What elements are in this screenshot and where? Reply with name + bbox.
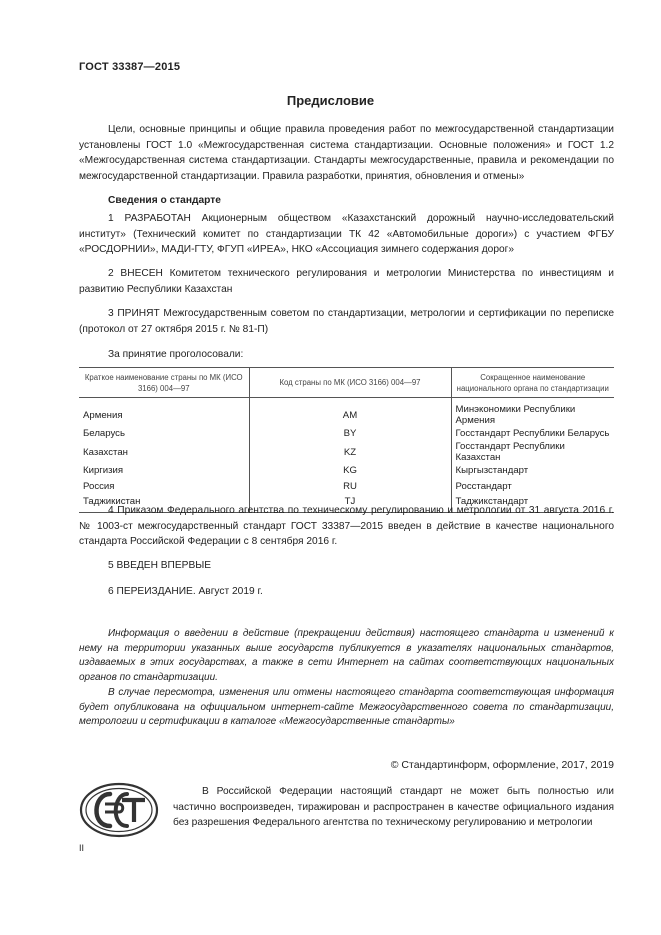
code-cell: TJ bbox=[249, 494, 451, 513]
table-row bbox=[79, 463, 614, 478]
code-cell: KG bbox=[249, 463, 451, 478]
code-cell: BY bbox=[249, 426, 451, 441]
column-header-code: Код страны по МК (ИСО 3166) 004—97 bbox=[249, 368, 451, 398]
table-header-row bbox=[79, 368, 614, 398]
body-cell: Госстандарт Республики Казахстан bbox=[451, 441, 614, 463]
body-cell: Госстандарт Республики Беларусь bbox=[451, 426, 614, 441]
voting-table bbox=[79, 367, 614, 513]
page-title: Предисловие bbox=[286, 93, 375, 108]
about-standard-heading: Сведения о стандарте bbox=[108, 195, 221, 206]
table-row bbox=[79, 441, 614, 463]
item-introduced: 2 ВНЕСЕН Комитетом технического регулирования и метрологии Министерства по инвестициям и развитию Республики Казахстан bbox=[79, 268, 614, 295]
info-paragraph-1: Информация о введении в действие (прекращении действия) настоящего стандарта и изменений к нему на территории указанных выше государств публикуется в указателях национальных стандартов, издаваемых в этих государствах, а также в сети Интернет на сайтах соответствующих национальных органов по стандартизации. bbox=[79, 628, 614, 683]
column-header-country: Краткое наименование страны по МК (ИСО 3166) 004—97 bbox=[79, 368, 249, 398]
rst-certification-mark-icon bbox=[79, 782, 159, 843]
table-row bbox=[79, 479, 614, 494]
body-cell: Минэкономики Республики Армения bbox=[451, 398, 614, 427]
item-reissue: 6 ПЕРЕИЗДАНИЕ. Август 2019 г. bbox=[108, 586, 263, 597]
table-row bbox=[79, 426, 614, 441]
intro-paragraph: Цели, основные принципы и общие правила проведения работ по межгосударственной стандартизации установлены ГОСТ 1.0 «Межгосударственная система стандартизации. Основные положения» и ГОСТ 1.2 «Межгосударственная система стандартизации. Стандарты межгосударственные, правила и рекомендации по межгосударственной стандартизации. Правила разработки, принятия, обновления и отмены» bbox=[79, 124, 614, 182]
copyright-line: © Стандартинформ, оформление, 2017, 2019 bbox=[390, 759, 614, 771]
table-row bbox=[79, 398, 614, 427]
info-paragraph-2: В случае пересмотра, изменения или отмены настоящего стандарта соответствующая информация будет опубликована на официальном интернет-сайте Межгосударственного совета по стандартизации, метрологии и сертификации в каталоге «Межгосударственные стандарты» bbox=[79, 687, 614, 728]
item-first-time: 5 ВВЕДЕН ВПЕРВЫЕ bbox=[108, 560, 212, 571]
country-cell: Киргизия bbox=[83, 465, 124, 477]
code-cell: AM bbox=[249, 398, 451, 427]
country-cell: Россия bbox=[83, 480, 115, 492]
code-cell: KZ bbox=[249, 441, 451, 463]
item-developed: 1 РАЗРАБОТАН Акционерным обществом «Казахстанский дорожный научно-исследовательский институт» (Технический комитет по стандартизации ТК 42 «Автомобильные дороги») с участием ФГБУ «РОСДОРНИИ», МАДИ-ГТУ, ФГУП «ИРЕА», НКО «Ассоциация зимнего содержания дорог» bbox=[79, 213, 614, 256]
body-cell: Росстандарт bbox=[451, 479, 614, 494]
country-cell: Таджикистан bbox=[79, 494, 249, 513]
document-code: ГОСТ 33387—2015 bbox=[79, 61, 181, 73]
item-adopted: 3 ПРИНЯТ Межгосударственным советом по стандартизации, метрологии и сертификации по переписке (протокол от 27 октября 2015 г. № 81-П) bbox=[79, 308, 614, 335]
country-cell: Беларусь bbox=[83, 428, 125, 440]
body-cell: Таджикстандарт bbox=[451, 494, 614, 513]
column-header-body: Сокращенное наименование национального органа по стандартизации bbox=[451, 368, 614, 398]
page-number: II bbox=[79, 843, 85, 853]
body-cell: Кыргызстандарт bbox=[451, 463, 614, 478]
country-cell: Армения bbox=[83, 409, 123, 421]
reproduction-notice: В Российской Федерации настоящий стандарт не может быть полностью или частично воспроизведен, тиражирован и распространен в качестве официального издания без разрешения Федерального агентства по техническому регулированию и метрологии bbox=[173, 786, 614, 829]
item-order: 4 Приказом Федерального агентства по техническому регулированию и метрологии от 31 августа 2016 г. № 1003-ст межгосударственный стандарт ГОСТ 33387—2015 введен в действие в качестве национального стандарта Российской Федерации с 8 сентября 2016 г. bbox=[79, 505, 614, 548]
code-cell: RU bbox=[249, 479, 451, 494]
voted-label: За принятие проголосовали: bbox=[108, 349, 244, 360]
country-cell: Казахстан bbox=[83, 446, 128, 458]
